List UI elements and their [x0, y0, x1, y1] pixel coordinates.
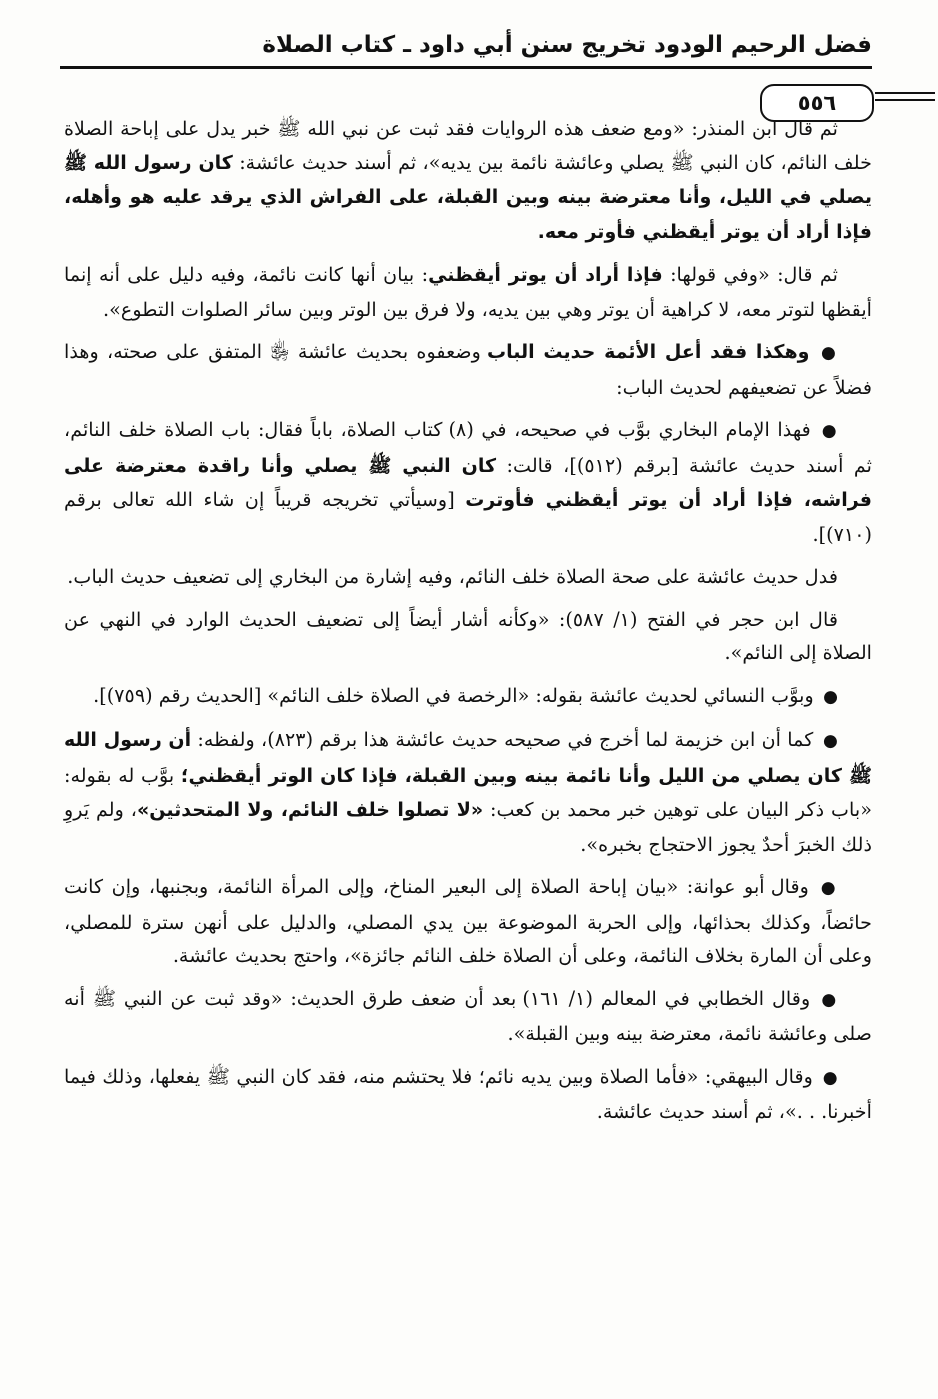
text-segment: فهذا الإمام البخاري بوَّب في صحيحه، في (٨) كتاب الصلاة، باباً فقال: باب الصلاة خلف النائم، ثم أسند حديث عائشة [برقم (٥١٢)]، قالت: — [64, 418, 872, 477]
text-segment: : بيان أنها كانت نائمة، وفيه دليل على أنه إنما أيقظها لتوتر معه، لا كراهية أن يوتر وهي بين يديه، ولا فرق بين الوتر وبين سائر الصلوات التطوع». — [64, 263, 872, 321]
text-segment: فدل حديث عائشة على صحة الصلاة خلف النائم، وفيه إشارة من البخاري إلى تضعيف حديث الباب. — [67, 565, 838, 588]
page-number: ٥٥٦ — [760, 84, 874, 122]
paragraph — [64, 258, 872, 326]
paragraph — [64, 560, 872, 594]
bullet-icon: ● — [817, 731, 839, 751]
text-segment: ثم قال ابن المنذر: «ومع ضعف هذه الروايات فقد ثبت عن نبي الله ﷺ خبر يدل على إباحة الصلاة خلف النائم، كان النبي ﷺ يصلي وعائشة نائمة بين يديه»، ثم أسند حديث عائشة: — [64, 117, 872, 174]
bullet-icon: ● — [817, 686, 838, 707]
bold-quote: وهكذا فقد أعل الأئمة حديث الباب — [487, 341, 810, 363]
paragraph — [64, 112, 872, 249]
bullet-icon: ● — [813, 343, 838, 363]
text-segment: وبوَّب النسائي لحديث عائشة بقوله: «الرخصة في الصلاة خلف النائم» [الحديث رقم (٧٥٩)]. — [93, 683, 814, 707]
text-segment: قال ابن حجر في الفتح (١/ ٥٨٧): «وكأنه أشار أيضاً إلى تضعيف الحديث الوارد في النهي عن الصلاة إلى النائم». — [64, 607, 872, 664]
paragraph — [64, 679, 872, 715]
page-header — [60, 28, 872, 115]
text-segment: بوَّب له بقوله: «باب ذكر البيان على توهين خبر محمد بن كعب: — [64, 763, 872, 821]
text-segment: ، ولم يَروِ ذلك الخبرَ أحدٌ يجوز الاحتجاج بخبره». — [64, 798, 872, 856]
ornament-lines — [875, 92, 935, 110]
paragraph — [64, 335, 872, 404]
text-segment: وقال أبو عوانة: «بيان إباحة الصلاة إلى البعير المناخ، وإلى المرأة النائمة، وبجنبها، وإن كانت حائضاً، وكذلك بحذائها، وإلى الحربة الموضوعة بين يدي المصلي، والدليل على أنهن سترة للمصلي، وعلى أن المارة بخلاف النائمة، وعلى أن الصلاة خلف النائم جائزة»، واحتج بحديث عائشة. — [64, 875, 872, 967]
paragraph — [64, 982, 872, 1051]
bullet-icon: ● — [816, 1067, 838, 1088]
bold-quote: كان رسول الله ﷺ يصلي في الليل، وأنا معترضة بينه وبين القبلة، على الفراش الذي يرقد عليه هو وأهله، فإذا أراد أن يوتر أيقظني فأوتر معه. — [64, 151, 872, 243]
bold-quote: فإذا أراد أن يوتر أيقظني — [428, 264, 663, 286]
bold-quote: أن رسول الله ﷺ كان يصلي من الليل وأنا نائمة بينه وبين القبلة، فإذا كان الوتر أيقظني؛ — [64, 729, 872, 787]
text-segment: وقال البيهقي: «فأما الصلاة وبين يديه نائم؛ فلا يحتشم منه، فقد كان النبي ﷺ يفعلها، وذلك فيما أخبرنا. . .»، ثم أسند حديث عائشة. — [64, 1064, 872, 1123]
bold-quote: كان النبي ﷺ يصلي وأنا راقدة معترضة على فراشه، فإذا أراد أن يوتر أيقظني فأوترت — [64, 454, 872, 511]
bullet-icon: ● — [814, 421, 838, 441]
header-rule — [60, 66, 872, 69]
paragraph — [64, 723, 872, 861]
text-segment: كما أن ابن خزيمة لما أخرج في صحيحه حديث عائشة هذا برقم (٨٢٣)، ولفظه: — [191, 728, 814, 751]
paragraph — [64, 870, 872, 973]
text-segment: وضعفوه بحديث عائشة ﵂ المتفق على صحته، وهذا فضلاً عن تضعيفهم لحديث الباب: — [64, 340, 872, 399]
paragraph — [64, 603, 872, 670]
running-title: فضل الرحيم الودود تخريج سنن أبي داود ـ كتاب الصلاة — [262, 32, 872, 58]
text-segment: ثم قال: «وفي قولها: — [662, 263, 838, 286]
text-segment: [وسيأتي تخريجه قريباً إن شاء الله تعالى برقم (٧١٠)]. — [64, 488, 872, 546]
bullet-icon: ● — [814, 989, 838, 1010]
paragraph — [64, 413, 872, 551]
bold-quote: «لا تصلوا خلف النائم، ولا المتحدثين» — [136, 799, 484, 821]
paragraph — [64, 1060, 872, 1129]
bullet-icon: ● — [812, 878, 838, 898]
text-segment: وقال الخطابي في المعالم (١/ ١٦١) بعد أن ضعف طرق الحديث: «وقد ثبت عن النبي ﷺ أنه صلى وعائشة نائمة، معترضة بينه وبين القبلة». — [64, 986, 872, 1045]
page-body — [64, 112, 872, 1138]
